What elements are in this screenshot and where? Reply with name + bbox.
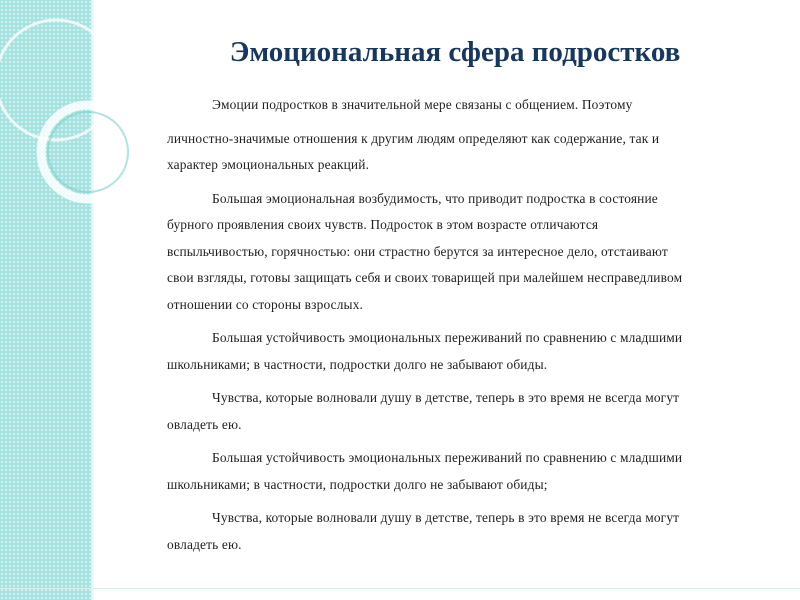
paragraph [167, 186, 773, 319]
paragraph [167, 325, 773, 378]
paragraph [167, 385, 773, 438]
paragraph-line: школьниками; в частности, подростки долго не забывают обиды. [167, 356, 548, 372]
paragraph-line: отношении со стороны взрослых. [167, 296, 364, 312]
paragraph [167, 92, 773, 179]
decorative-side-band [0, 0, 91, 600]
paragraph-line: личностно-значимые отношения к другим людям определяют как содержание, так и [167, 130, 660, 146]
bottom-divider [0, 588, 800, 589]
paragraph-line: Эмоции подростков в значительной мере связаны с общением. Поэтому [212, 97, 633, 112]
slide-body [167, 92, 773, 558]
paragraph-line: Большая эмоциональная возбудимость, что приводит подростка в состояние [212, 190, 658, 206]
paragraph-line: Большая устойчивость эмоциональных переживаний по сравнению с младшими [212, 330, 683, 345]
paragraph-line: Чувства, которые волновали душу в детстве, теперь в это время не всегда могут [212, 510, 680, 525]
slide-title: Эмоциональная сфера подростков [229, 36, 681, 68]
paragraph-line: овладеть ею. [167, 416, 242, 432]
paragraph-line: свои взгляды, готовы защищать себя и своих товарищей при малейшем несправедливом [167, 270, 683, 285]
paragraph-line: характер эмоциональных реакций. [167, 157, 370, 172]
paragraph-line: Большая устойчивость эмоциональных переживаний по сравнению с младшими [212, 450, 683, 465]
paragraph-line: школьниками; в частности, подростки долго не забывают обиды; [167, 476, 548, 492]
paragraph-line: Чувства, которые волновали душу в детстве, теперь в это время не всегда могут [212, 390, 680, 405]
paragraph-line: бурного проявления своих чувств. Подросток в этом возрасте отличаются [167, 217, 599, 232]
paragraph-line: вспыльчивостью, горячностью: они страстно берутся за интересное дело, отстаивают [167, 243, 668, 259]
side-band-edge [91, 0, 95, 600]
paragraph [167, 505, 773, 558]
paragraph-line: овладеть ею. [167, 536, 242, 552]
paragraph [167, 445, 773, 498]
